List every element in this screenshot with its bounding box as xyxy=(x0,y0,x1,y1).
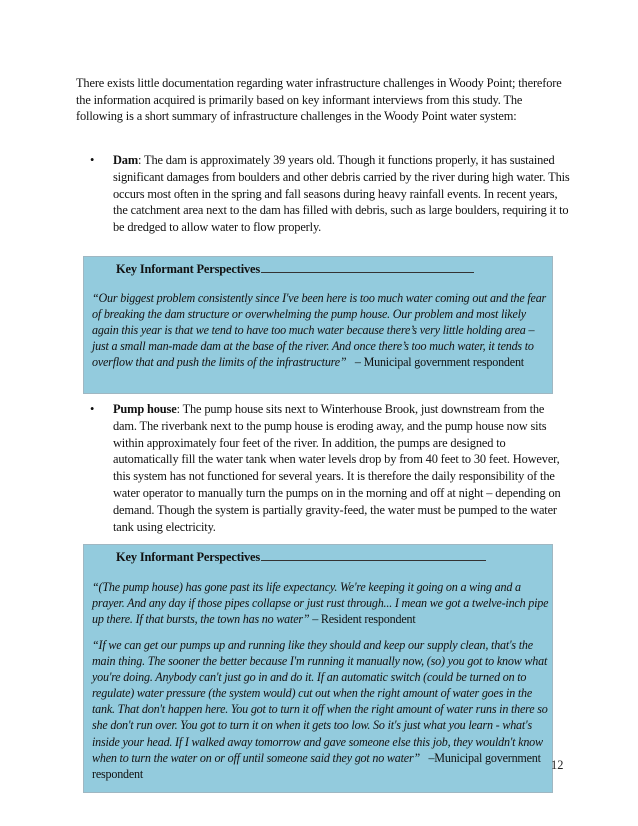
bullet-text: : The dam is approximately 39 years old. Though it functions properly, it has sustained significant damages from boulders and other debris carried by the river during high water. This occurs most often in the spring and fall seasons during heavy rainfall events. In recent years, the catchment area next to the dam has filled with debris, such as large boulders, requiring it to be dredged to allow water to flow properly. xyxy=(113,153,570,235)
bullet-pump-house xyxy=(90,401,570,535)
key-informant-box-1 xyxy=(83,256,553,394)
quote-attribution: –Municipal government respondent xyxy=(92,750,544,781)
box-title: Key Informant Perspectives xyxy=(116,262,474,277)
informant-quote xyxy=(92,579,550,627)
quote-text: “If we can get our pumps up and running like they should and keep our supply clean, that's the main thing. The sooner the better because I'm running it manually now, (so) you got to know what you're doing. Anybody can't just go in and do it. If an automatic switch (could be turned on to regulate) water pressure (the system would) cut out when the right amount of water goes in the tank. That don't happen here. You got to turn it off when the right amount of water runs in there so she don't run over. You got to turn it on when it gets too low. So it's just what you learn - what's inside your head. If I walked away tomorrow and gave someone else this job, they wouldn't know when to turn the water on or off until someone said they got no water” xyxy=(92,638,548,765)
quote-attribution: – Municipal government respondent xyxy=(346,355,524,370)
quote-attribution: – Resident respondent xyxy=(309,612,416,627)
bullet-term: Pump house xyxy=(113,402,177,416)
key-informant-box-2 xyxy=(83,544,553,793)
bullet-term: Dam xyxy=(113,153,139,167)
box-title: Key Informant Perspectives xyxy=(116,550,486,565)
bullet-text: : The pump house sits next to Winterhouse Brook, just downstream from the dam. The riverbank next to the pump house is eroding away, and the pump house now sits within approximately four feet of the river. In addition, the pumps are designed to automatically fill the water tank when water levels drop by from 40 feet to 30 feet. However, this system has not functioned for several years. It is therefore the daily responsibility of the water operator to manually turn the pumps on in the morning and off at night – depending on demand. Though the system is partially gravity-feed, the water must be pumped to the water tank using electricity. xyxy=(113,402,561,534)
title-underline xyxy=(261,262,474,273)
quote-text: “(The pump house) has gone past its life expectancy. We're keeping it going on a wing and a prayer. And any day if those pipes collapse or just rust through... I mean we got a twelve-inch pipe up there. If that bursts, the town has no water” xyxy=(92,580,549,627)
page-number: 12 xyxy=(551,758,564,772)
quote-text: “Our biggest problem consistently since I've been here is too much water coming out and the fear of breaking the dam structure or overwhelming the pump house. Our problem and most likely again this year is that we tend to have too much water because there’s very little holding area – just a small man-made dam at the base of the river. And once there’s too much water, it tends to overflow that and push the limits of the infrastructure” xyxy=(92,291,547,370)
informant-quote xyxy=(92,290,550,370)
bullet-dam xyxy=(90,152,570,236)
bullet-marker: • xyxy=(90,153,95,167)
bullet-marker: • xyxy=(90,402,95,416)
title-underline xyxy=(261,550,486,561)
intro-paragraph: There exists little documentation regarding water infrastructure challenges in Woody Point; therefore the information acquired is primarily based on key informant interviews from this study. The following is a short summary of infrastructure challenges in the Woody Point water system: xyxy=(76,76,562,124)
informant-quote xyxy=(92,637,550,782)
